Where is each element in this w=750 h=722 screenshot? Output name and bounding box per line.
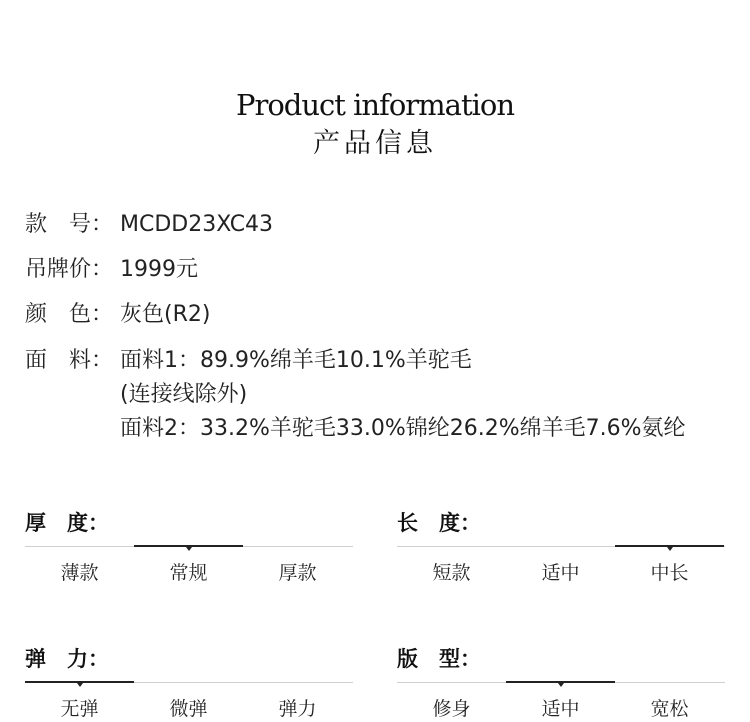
elasticity-option-slight: 微弹 — [169, 698, 208, 720]
fit-option-slim: 修身 — [432, 698, 471, 720]
thickness-option-thin: 薄款 — [60, 562, 99, 584]
length-option-medium: 适中 — [541, 562, 580, 584]
selected-marker — [506, 681, 615, 683]
fabric-label: 面 料： — [25, 348, 114, 373]
thickness-option-regular: 常规 — [169, 562, 208, 584]
style-number-row — [25, 208, 274, 242]
color-value: 灰色(R2) — [120, 302, 211, 327]
price-label: 吊牌价： — [25, 257, 114, 282]
length-option-midlong: 中长 — [650, 562, 689, 584]
thickness-option-thick: 厚款 — [278, 562, 317, 584]
title-english: Product information — [235, 88, 515, 122]
fabric-line-2: (连接线除外) — [120, 382, 248, 407]
elasticity-option-none: 无弹 — [60, 698, 99, 720]
color-row — [25, 298, 211, 332]
length-option-short: 短款 — [432, 562, 471, 584]
selected-marker — [25, 681, 134, 683]
fit-title: 版 型： — [397, 647, 481, 671]
elasticity-title: 弹 力： — [25, 647, 109, 671]
title-chinese: 产品信息 — [313, 128, 437, 159]
price-row — [25, 253, 198, 287]
selected-marker — [134, 545, 243, 547]
fit-option-regular: 适中 — [541, 698, 580, 720]
fabric-row — [25, 344, 686, 441]
style-number-label: 款 号： — [25, 212, 114, 237]
fit-option-loose: 宽松 — [650, 698, 689, 720]
color-label: 颜 色： — [25, 302, 114, 327]
fabric-line-1: 面料1：89.9%绵羊毛10.1%羊驼毛 — [120, 348, 472, 373]
elasticity-option-stretch: 弹力 — [278, 698, 317, 720]
thickness-title: 厚 度： — [25, 511, 109, 535]
price-value: 1999元 — [120, 257, 198, 282]
selected-marker — [615, 545, 724, 547]
fabric-value — [120, 344, 686, 446]
length-title: 长 度： — [397, 511, 481, 535]
style-number-value: MCDD23XC43 — [120, 212, 274, 237]
fabric-line-3: 面料2：33.2%羊驼毛33.0%锦纶26.2%绵羊毛7.6%氨纶 — [120, 416, 686, 441]
